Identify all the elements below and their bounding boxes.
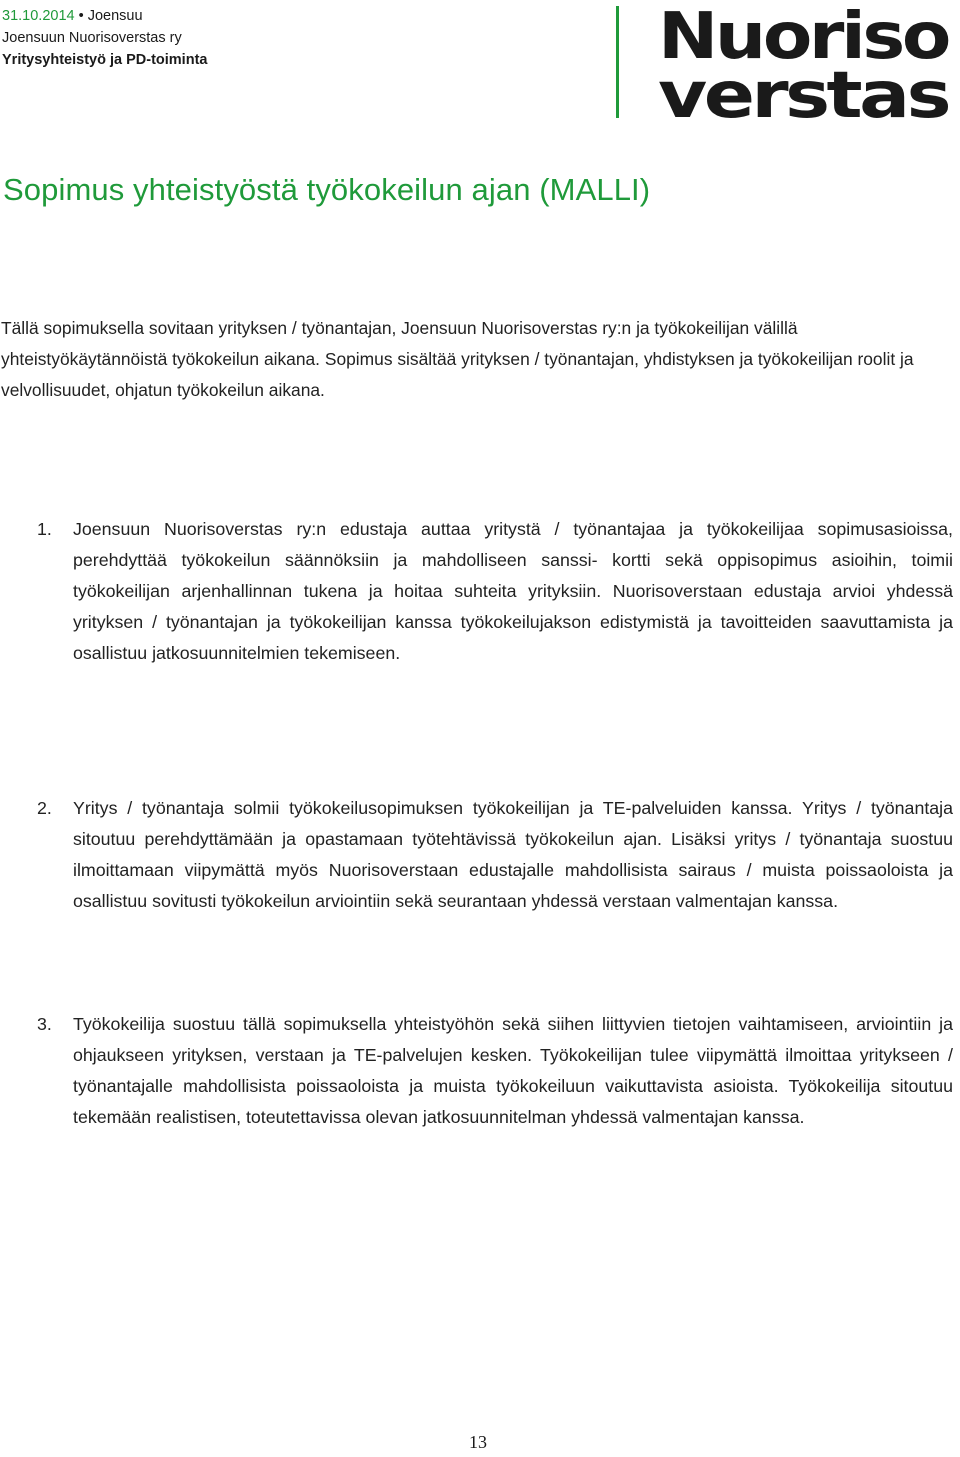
nuorisoverstas-logo [658,4,950,122]
logo-line2: verstas [658,59,950,122]
list-item-text: Joensuun Nuorisoverstas ry:n edustaja auttaa yritystä / työnantajaa ja työkokeilijaa sopimusasioissa, perehdyttää työkokeilun säännöksiin ja mahdolliseen sanssi- kortti sekä oppisopimus asioihin, toimii työkokeilijan arjenhallinnan tukena ja hoitaa suhteita yrityksiin. Nuorisoverstaan edustaja arvioi yhdessä yrityksen / työnantajan ja työkokeilijan kanssa työkokeilujakson edistymistä ja tavoitteiden saavuttamista ja osallistuu jatkosuunnitelmien tekemiseen. [73,519,953,663]
logo-line1: Nuoriso [658,4,950,74]
list-item-number: 3. [37,1014,52,1034]
list-item [37,514,953,669]
page-number: 13 [469,1432,487,1452]
header-date: 31.10.2014 [2,8,75,24]
header-organization: Joensuun Nuorisoverstas ry [2,30,182,46]
header-bullet: • [78,8,84,24]
list-item-number: 2. [37,798,52,818]
list-item-text: Työkokeilija suostuu tällä sopimuksella yhteistyöhön sekä siihen liittyvien tietojen vaihtamiseen, arviointiin ja ohjaukseen yrityksen, verstaan ja TE-palvelujen kesken. Työkokeilijan tulee viipymättä ilmoittaa yritykseen / työnantajalle mahdollisista poissaoloista ja muista työkokeiluun vaikuttavista asioista. Työkokeilija sitoutuu tekemään realistisen, toteutettavissa olevan jatkosuunnitelman yhdessä valmentajan kanssa. [73,1014,953,1127]
page-title: Sopimus yhteistyöstä työkokeilun ajan (MALLI) [3,172,651,207]
header-date-line [2,5,207,27]
header-city: Joensuu [87,8,143,24]
document-header [2,5,207,71]
list-item [37,1009,953,1133]
intro-paragraph: Tällä sopimuksella sovitaan yrityksen / työnantajan, Joensuun Nuorisoverstas ry:n ja työkokeilijan välillä yhteistyökäytännöistä työkokeilun aikana. Sopimus sisältää yrityksen / työnantajan, yhdistyksen ja työkokeilijan roolit ja velvollisuudet, ohjatun työkokeilun aikana. [1,318,914,400]
list-item-number: 1. [37,519,52,539]
list-item-text: Yritys / työnantaja solmii työkokeilusopimuksen työkokeilijan ja TE-palveluiden kanssa. Yritys / työnantaja sitoutuu perehdyttämään ja opastamaan työtehtävissä työkokeilun ajan. Lisäksi yritys / työnantaja suostuu ilmoittamaan viipymättä myös Nuorisoverstaan edustajalle mahdollisista sairaus / muista poissaoloista ja osallistuu sovitusti työkokeilun arviointiin sekä seurantaan yhdessä verstaan valmentajan kanssa. [73,798,953,911]
logo-divider [616,6,619,118]
header-department: Yritysyhteistyö ja PD-toiminta [2,52,208,68]
list-item [37,793,953,917]
